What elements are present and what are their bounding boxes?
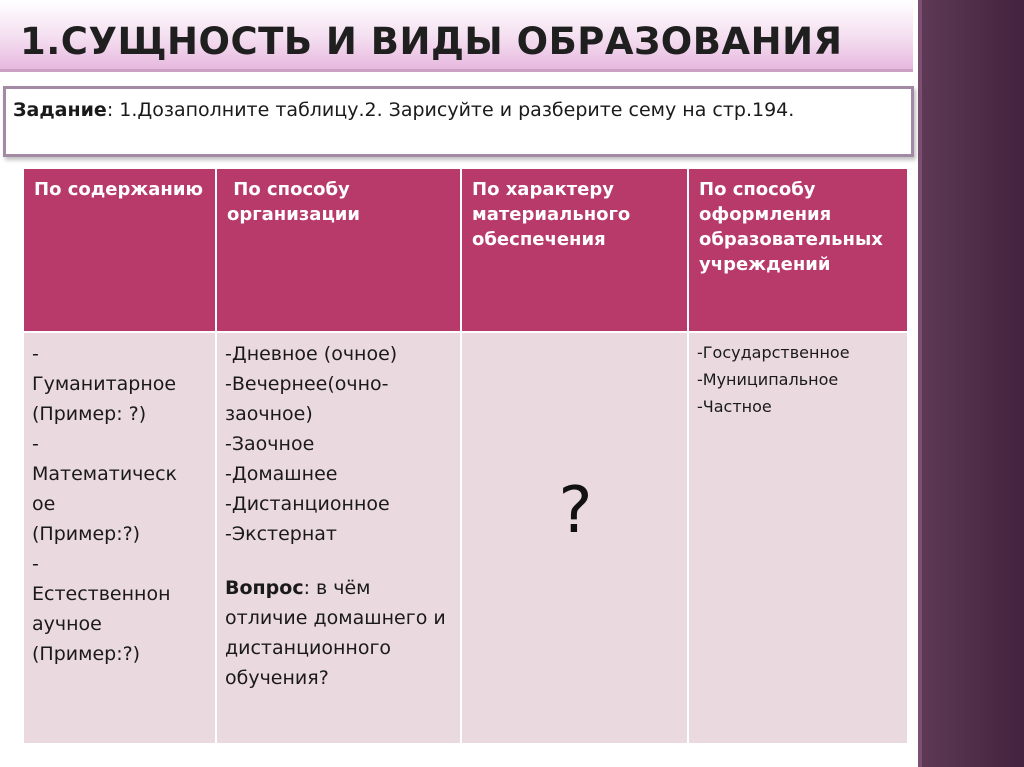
table-body-row bbox=[23, 332, 908, 744]
list-item: -Экстернат bbox=[225, 523, 337, 545]
question-body: : в чём отличие домашнего и дистанционного обучения? bbox=[225, 577, 452, 689]
list-item: заочное) bbox=[225, 403, 313, 425]
decorative-side-band bbox=[918, 0, 1024, 767]
list-item: - bbox=[32, 343, 39, 365]
task-body: : 1.Дозаполните таблицу.2. Зарисуйте и разберите сему на стр.194. bbox=[106, 99, 795, 121]
cell-institution-types bbox=[688, 332, 908, 744]
task-label: Задание bbox=[13, 99, 107, 121]
question-mark: ? bbox=[558, 474, 593, 548]
list-item: (Пример:?) bbox=[32, 643, 141, 665]
cell-content-types bbox=[23, 332, 216, 744]
table-header-row bbox=[23, 168, 908, 332]
list-item: -Муниципальное bbox=[697, 370, 839, 389]
cell-material-unknown bbox=[461, 332, 688, 744]
task-text bbox=[13, 97, 903, 124]
question-label: Вопрос bbox=[225, 577, 304, 599]
list-item: - bbox=[32, 553, 39, 575]
list-item: аучное bbox=[32, 613, 102, 635]
list-item: - bbox=[32, 433, 39, 455]
list-item: -Вечернее(очно- bbox=[225, 373, 389, 395]
header-material: По характеру материального обеспечения bbox=[461, 168, 688, 332]
list-item: Естественнон bbox=[32, 583, 171, 605]
list-item: Математическ bbox=[32, 463, 178, 485]
list-item: (Пример: ?) bbox=[32, 403, 147, 425]
classification-table bbox=[22, 167, 909, 745]
list-item: ое bbox=[32, 493, 56, 515]
list-item: (Пример:?) bbox=[32, 523, 141, 545]
header-organization: По способу организации bbox=[216, 168, 461, 332]
list-item: Гуманитарное bbox=[32, 373, 177, 395]
title-bar bbox=[0, 0, 913, 72]
list-item: -Дистанционное bbox=[225, 493, 390, 515]
list-item: -Заочное bbox=[225, 433, 315, 455]
list-item: -Домашнее bbox=[225, 463, 338, 485]
list-item: -Дневное (очное) bbox=[225, 343, 398, 365]
spacer bbox=[225, 549, 454, 573]
task-box bbox=[3, 86, 914, 157]
question-text bbox=[225, 573, 454, 693]
slide-title: 1.СУЩНОСТЬ И ВИДЫ ОБРАЗОВАНИЯ bbox=[20, 20, 843, 63]
cell-organization-types bbox=[216, 332, 461, 744]
list-item: -Частное bbox=[697, 397, 772, 416]
header-content: По содержанию bbox=[23, 168, 216, 332]
list-item: -Государственное bbox=[697, 343, 850, 362]
header-institutions: По способу оформления образовательных учреждений bbox=[688, 168, 908, 332]
